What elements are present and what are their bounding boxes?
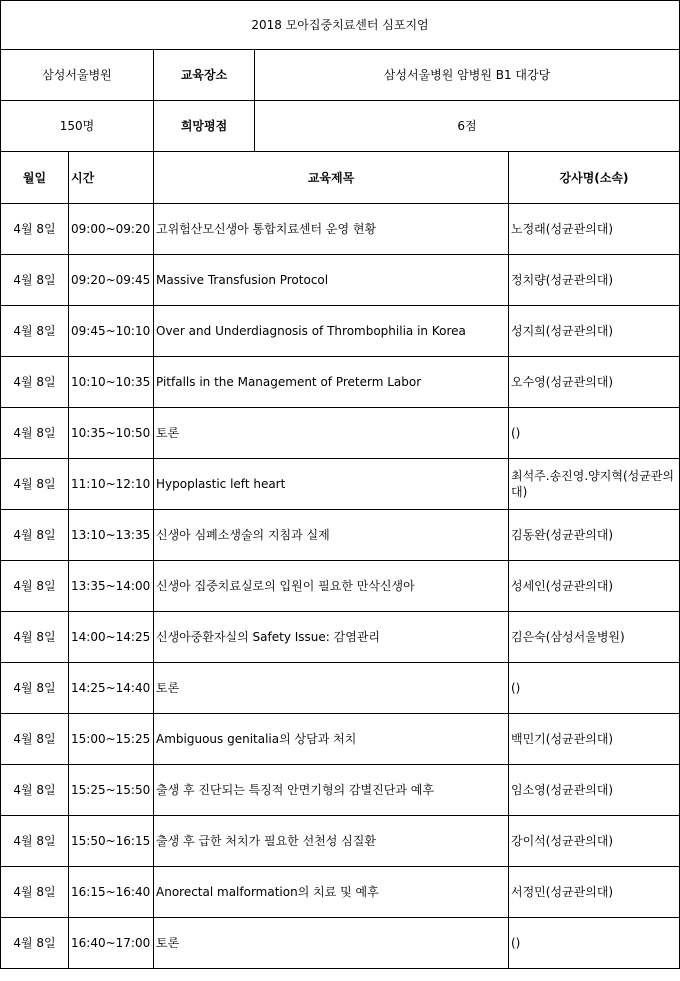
row-date: 4월 8일 bbox=[1, 612, 69, 663]
row-time: 13:35~14:00 bbox=[69, 561, 154, 612]
table-row bbox=[1, 459, 680, 510]
row-subject: 토론 bbox=[154, 408, 509, 459]
table-row bbox=[1, 663, 680, 714]
row-subject: Pitfalls in the Management of Preterm Labor bbox=[154, 357, 509, 408]
row-lecturer: 오수영(성균관의대) bbox=[509, 357, 680, 408]
header-date: 월일 bbox=[1, 152, 69, 204]
points-label: 희망평점 bbox=[154, 101, 255, 152]
row-date: 4월 8일 bbox=[1, 306, 69, 357]
row-time: 09:20~09:45 bbox=[69, 255, 154, 306]
row-date: 4월 8일 bbox=[1, 816, 69, 867]
row-time: 09:00~09:20 bbox=[69, 204, 154, 255]
row-date: 4월 8일 bbox=[1, 765, 69, 816]
row-date: 4월 8일 bbox=[1, 663, 69, 714]
row-date: 4월 8일 bbox=[1, 408, 69, 459]
row-subject: 토론 bbox=[154, 663, 509, 714]
row-time: 11:10~12:10 bbox=[69, 459, 154, 510]
row-subject: Ambiguous genitalia의 상담과 처치 bbox=[154, 714, 509, 765]
row-lecturer: 김은숙(삼성서울병원) bbox=[509, 612, 680, 663]
header-subject: 교육제목 bbox=[154, 152, 509, 204]
table-row bbox=[1, 918, 680, 969]
row-time: 15:50~16:15 bbox=[69, 816, 154, 867]
row-lecturer: 강이석(성균관의대) bbox=[509, 816, 680, 867]
row-lecturer: 정치량(성균관의대) bbox=[509, 255, 680, 306]
points-row bbox=[1, 101, 680, 152]
row-subject: 고위험산모신생아 통합치료센터 운영 현황 bbox=[154, 204, 509, 255]
row-lecturer: 백민기(성균관의대) bbox=[509, 714, 680, 765]
row-time: 13:10~13:35 bbox=[69, 510, 154, 561]
page-title: 2018 모아집중치료센터 심포지엄 bbox=[1, 1, 680, 50]
points-value: 6점 bbox=[255, 101, 680, 152]
row-subject: 신생아 집중치료실로의 입원이 필요한 만삭신생아 bbox=[154, 561, 509, 612]
row-time: 15:00~15:25 bbox=[69, 714, 154, 765]
row-date: 4월 8일 bbox=[1, 510, 69, 561]
row-date: 4월 8일 bbox=[1, 459, 69, 510]
row-date: 4월 8일 bbox=[1, 255, 69, 306]
row-lecturer: 김동완(성균관의대) bbox=[509, 510, 680, 561]
schedule-body bbox=[1, 1, 680, 969]
table-row bbox=[1, 561, 680, 612]
row-subject: Massive Transfusion Protocol bbox=[154, 255, 509, 306]
table-row bbox=[1, 357, 680, 408]
row-date: 4월 8일 bbox=[1, 918, 69, 969]
table-row bbox=[1, 306, 680, 357]
row-lecturer: 최석주.송진영.양지혁(성균관의대) bbox=[509, 459, 680, 510]
table-row bbox=[1, 255, 680, 306]
venue-value: 삼성서울병원 암병원 B1 대강당 bbox=[255, 50, 680, 101]
row-subject: 토론 bbox=[154, 918, 509, 969]
row-time: 09:45~10:10 bbox=[69, 306, 154, 357]
row-lecturer: () bbox=[509, 663, 680, 714]
table-row bbox=[1, 765, 680, 816]
row-time: 10:10~10:35 bbox=[69, 357, 154, 408]
row-time: 16:15~16:40 bbox=[69, 867, 154, 918]
row-subject: 출생 후 급한 처치가 필요한 선천성 심질환 bbox=[154, 816, 509, 867]
row-date: 4월 8일 bbox=[1, 561, 69, 612]
row-date: 4월 8일 bbox=[1, 714, 69, 765]
row-subject: Hypoplastic left heart bbox=[154, 459, 509, 510]
row-lecturer: 노정래(성균관의대) bbox=[509, 204, 680, 255]
header-row bbox=[1, 152, 680, 204]
host-name: 삼성서울병원 bbox=[1, 50, 154, 101]
row-date: 4월 8일 bbox=[1, 204, 69, 255]
row-date: 4월 8일 bbox=[1, 867, 69, 918]
header-lecturer: 강사명(소속) bbox=[509, 152, 680, 204]
row-lecturer: () bbox=[509, 918, 680, 969]
table-row bbox=[1, 408, 680, 459]
row-lecturer: 임소영(성균관의대) bbox=[509, 765, 680, 816]
table-row bbox=[1, 510, 680, 561]
row-lecturer: 성지희(성균관의대) bbox=[509, 306, 680, 357]
row-subject: Anorectal malformation의 치료 및 예후 bbox=[154, 867, 509, 918]
table-row bbox=[1, 204, 680, 255]
capacity-value: 150명 bbox=[1, 101, 154, 152]
row-time: 14:25~14:40 bbox=[69, 663, 154, 714]
table-row bbox=[1, 816, 680, 867]
table-row bbox=[1, 714, 680, 765]
row-subject: 출생 후 진단되는 특징적 안면기형의 감별진단과 예후 bbox=[154, 765, 509, 816]
row-time: 14:00~14:25 bbox=[69, 612, 154, 663]
venue-label: 교육장소 bbox=[154, 50, 255, 101]
row-subject: 신생아중환자실의 Safety Issue: 감염관리 bbox=[154, 612, 509, 663]
row-time: 10:35~10:50 bbox=[69, 408, 154, 459]
row-lecturer: () bbox=[509, 408, 680, 459]
venue-row bbox=[1, 50, 680, 101]
row-time: 15:25~15:50 bbox=[69, 765, 154, 816]
header-time: 시간 bbox=[69, 152, 154, 204]
row-lecturer: 성세인(성균관의대) bbox=[509, 561, 680, 612]
row-time: 16:40~17:00 bbox=[69, 918, 154, 969]
title-row bbox=[1, 1, 680, 50]
row-date: 4월 8일 bbox=[1, 357, 69, 408]
row-lecturer: 서정민(성균관의대) bbox=[509, 867, 680, 918]
row-subject: Over and Underdiagnosis of Thrombophilia in Korea bbox=[154, 306, 509, 357]
row-subject: 신생아 심폐소생술의 지침과 실제 bbox=[154, 510, 509, 561]
table-row bbox=[1, 867, 680, 918]
table-row bbox=[1, 612, 680, 663]
